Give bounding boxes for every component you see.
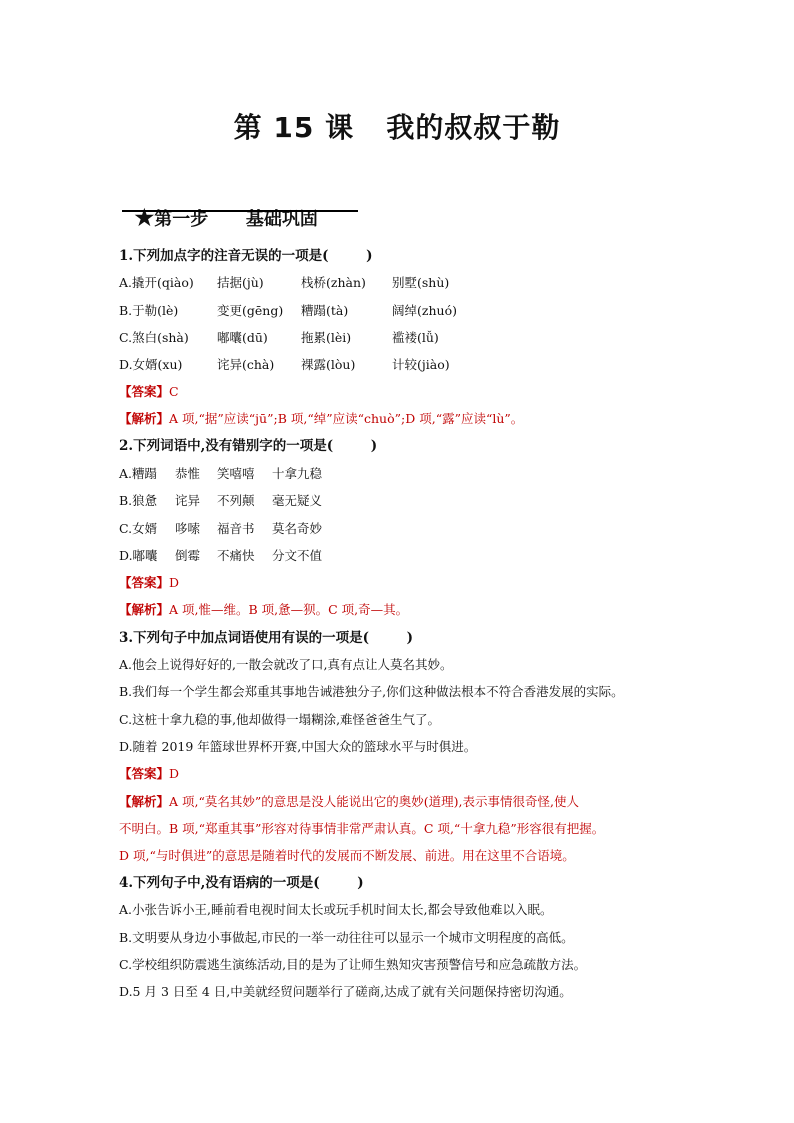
option-text: 计较(jiào) (392, 357, 450, 372)
option-text: 诧异(chà) (217, 357, 275, 372)
option-text: 十拿九稳 (272, 466, 323, 481)
question-4-option: A.小张告诉小王,睡前看电视时间太长或玩手机时间太长,都会导致他难以入眠。 (119, 902, 553, 917)
analysis-text: A 项,“莫名其妙”的意思是没人能说出它的奥妙(道理),表示事情很奇怪,使人 (169, 794, 579, 809)
option-text: 拮据(jù) (217, 275, 264, 290)
question-4-option: D.5 月 3 日至 4 日,中美就经贸问题举行了磋商,达成了就有关问题保持密切沟通。 (119, 984, 572, 999)
question-3-analysis-line: D 项,“与时俱进”的意思是随着时代的发展而不断发展、前进。用在这里不合语境。 (119, 848, 575, 863)
question-3-option: D.随着 2019 年篮球世界杯开赛,中国大众的篮球水平与时俱进。 (119, 739, 477, 754)
option-text: 莫名奇妙 (272, 521, 323, 536)
section-heading (122, 184, 318, 231)
question-4-option: C.学校组织防震逃生演练活动,目的是为了让师生熟知灾害预警信号和应急疏散方法。 (119, 957, 587, 972)
question-4-option: B.文明要从身边小事做起,市民的一举一动往往可以显示一个城市文明程度的高低。 (119, 930, 574, 945)
answer-value: C (169, 384, 179, 399)
option-text: A.糟蹋 (119, 466, 158, 481)
option-text: B.于勒(lè) (119, 303, 179, 318)
question-3-analysis (119, 792, 579, 812)
question-3-answer (119, 764, 179, 784)
page-title: 第 15 课 我的叔叔于勒 (233, 111, 561, 144)
question-3-stem: 3.下列句子中加点词语使用有误的一项是( ) (119, 630, 413, 646)
option-text: 褴褛(lǚ) (392, 330, 439, 345)
option-text: 笑嘻嘻 (217, 466, 255, 481)
question-2-analysis (119, 600, 408, 620)
option-text: 哆嗦 (175, 521, 201, 536)
option-text: 恭惟 (175, 466, 201, 481)
question-1-analysis (119, 409, 523, 429)
answer-label: 【答案】 (119, 575, 170, 590)
option-text: 不列颠 (217, 493, 255, 508)
question-3-option: C.这桩十拿九稳的事,他却做得一塌糊涂,难怪爸爸生气了。 (119, 712, 441, 727)
question-2-stem: 2.下列词语中,没有错别字的一项是( ) (119, 438, 378, 454)
option-text: 诧异 (175, 493, 201, 508)
analysis-label: 【解析】 (119, 602, 170, 617)
question-1-stem: 1.下列加点字的注音无误的一项是( ) (119, 248, 373, 264)
analysis-label: 【解析】 (119, 794, 170, 809)
question-3-option: B.我们每一个学生都会郑重其事地告诫港独分子,你们这种做法根本不符合香港发展的实际。 (119, 684, 624, 699)
option-text: 毫无疑义 (272, 493, 323, 508)
option-text: 不痛快 (217, 548, 255, 563)
answer-label: 【答案】 (119, 766, 170, 781)
section-heading-label: 第一步 基础巩固 (154, 209, 318, 230)
section-underline (122, 210, 358, 212)
option-text: A.撬开(qiào) (119, 275, 194, 290)
option-text: D.嘟囔 (119, 548, 158, 563)
option-text: 福音书 (217, 521, 255, 536)
star-icon: ★ (134, 205, 155, 231)
answer-label: 【答案】 (119, 384, 170, 399)
analysis-label: 【解析】 (119, 411, 170, 426)
option-text: 拖累(lèi) (301, 330, 352, 345)
option-text: 阔绰(zhuó) (392, 303, 457, 318)
analysis-text: A 项,“据”应读“jū”;B 项,“绰”应读“chuò”;D 项,“露”应读“lù”。 (169, 411, 524, 426)
option-text: 栈桥(zhàn) (301, 275, 366, 290)
option-text: C.煞白(shà) (119, 330, 189, 345)
question-1-answer (119, 382, 179, 402)
option-text: 倒霉 (175, 548, 201, 563)
option-text: 嘟囔(dū) (217, 330, 268, 345)
option-text: 分文不值 (272, 548, 323, 563)
option-text: 变更(gēng) (217, 303, 284, 318)
question-2-answer (119, 573, 179, 593)
option-text: 裸露(lòu) (301, 357, 356, 372)
option-text: 别墅(shù) (392, 275, 450, 290)
question-3-analysis-line: 不明白。B 项,“郑重其事”形容对待事情非常严肃认真。C 项,“十拿九稳”形容很有把握。 (119, 821, 605, 836)
question-3-option: A.他会上说得好好的,一散会就改了口,真有点让人莫名其妙。 (119, 657, 453, 672)
option-text: B.狼惫 (119, 493, 158, 508)
answer-value: D (169, 766, 180, 781)
question-4-stem: 4.下列句子中,没有语病的一项是( ) (119, 875, 364, 891)
option-text: 糟蹋(tà) (301, 303, 349, 318)
analysis-text: A 项,惟—维。B 项,惫—狈。C 项,奇—其。 (169, 602, 409, 617)
answer-value: D (169, 575, 180, 590)
option-text: C.女婿 (119, 521, 158, 536)
option-text: D.女婿(xu) (119, 357, 183, 372)
